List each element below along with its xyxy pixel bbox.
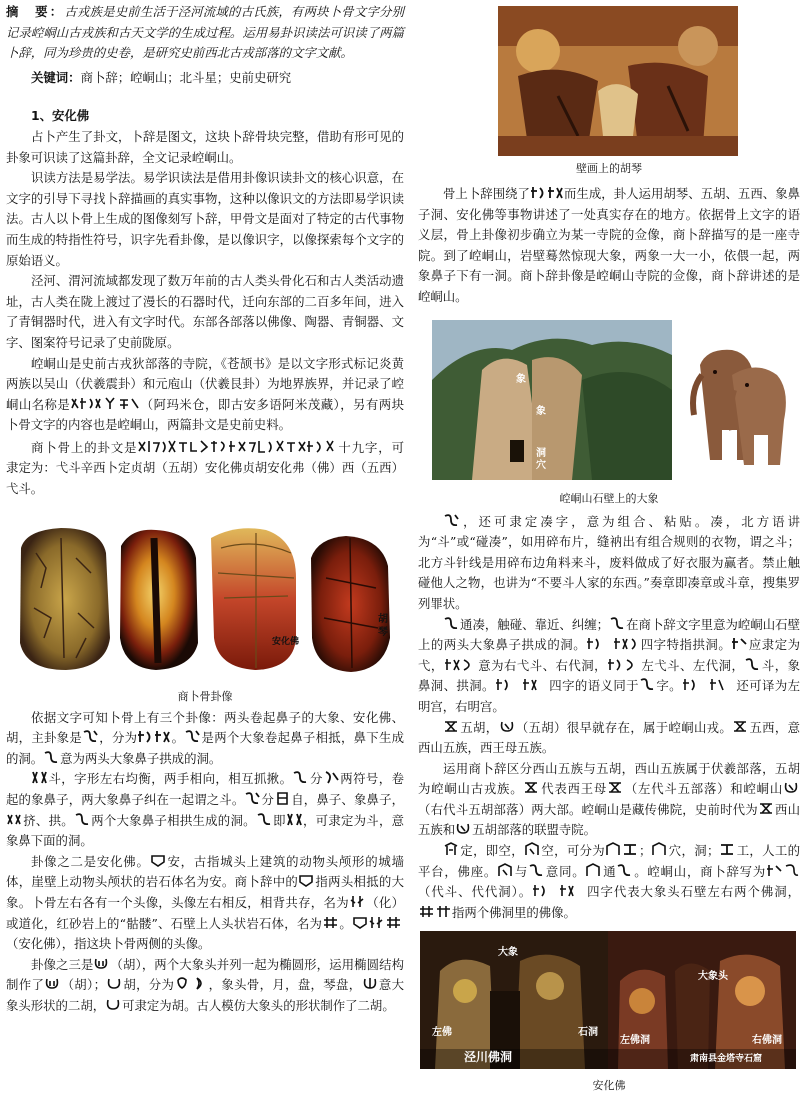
abstract [6,2,404,64]
r-p3-text-d: 应隶定为弋， [418,637,800,673]
oracle-glyph-right-pair [444,657,478,672]
oracle-glyph-push [6,812,23,827]
r-p6-text: 定，即空， [460,843,525,859]
oracle-glyph-wuhu [499,719,516,734]
tag-zuofodong: 左佛洞 [620,1035,650,1047]
oracle-bones-photo [6,518,404,678]
right-paragraph-2 [418,512,800,615]
p8-text-d: （化）或道化，红砂岩上的“骷髅”、石壁上人头状岩石体，名为 [6,895,405,931]
p9-text: 卦像之三是 [31,956,94,972]
right-paragraph-1 [418,184,800,308]
r-p5-text-e: 西山五族和 [418,801,800,838]
p8-text-b: 安，古指城头上建筑的动物头颅形的城墙体，崖壁上动物头颅状的岩石体名为安。商卜辞中的 [6,853,405,890]
oracle-glyph-nose [323,770,340,785]
caption-huqin: 壁画上的胡琴 [576,162,642,175]
oracle-glyph-hu-4 [105,997,122,1012]
r-p4-text-c: 五西，意西山五族，西王母五族。 [418,719,800,756]
oracle-glyph-daidou [766,863,800,878]
oracle-glyph-inscription [137,439,337,454]
tag-anhuafo: 安化佛 [272,636,300,647]
oracle-glyph-wuxi-2 [607,780,624,795]
p5-text-b: 十九字，可隶定为：弋斗辛西卜定贞胡（五胡）安化佛贞胡安化弗（佛）西（五西）弋斗。 [6,439,405,497]
oracle-glyph-xue-2 [651,842,668,857]
oracle-glyph-kong [524,842,541,857]
keywords [6,68,404,89]
tag-jingchuan: 泾川佛洞 [464,1050,513,1065]
buddha-caves-illustration [420,931,796,1069]
tag-xiang-2: 象 [536,405,546,417]
oracle-glyph-dou-2 [184,729,201,744]
r-p6-text-c: ； [639,843,652,859]
mural-photo [498,6,738,156]
oracle-glyph-hands [292,770,309,785]
oracle-glyph-kong-2 [497,863,514,878]
p4-text-a: 崆峒山是史前古戎狄部落的寺院，《苍颉书》是以文字形式标记炎黄两族以吴山（伏羲震卦）和元庖山（伏羲艮卦）为地界族界，并记录了崆峒山名称是 [6,355,404,412]
oracle-glyph-gong [622,842,639,857]
paragraph-8 [6,852,404,955]
p7-text-c: 两符号，卷起的象鼻子，两大象鼻子纠在一起谓之斗。 [6,771,404,808]
r-p3-text-h: 四字的语义同于 [548,678,639,694]
oracle-glyph-dou-r5 [639,677,656,692]
p7-text-g: 两个大象鼻子相拱生成的洞。 [90,812,256,828]
oracle-glyph-hu-2 [44,976,61,991]
oracle-glyph-an-2 [298,873,315,888]
oracle-glyph-kongtong-name [70,396,140,411]
r-p6-text-f: 与 [514,863,529,879]
right-paragraph-6 [418,841,800,923]
oracle-glyph-wuhu-3 [455,821,472,836]
oracle-glyph-anhuafo [352,915,404,930]
oracle-glyph-dou-5 [286,812,303,827]
paragraph-6 [6,708,404,770]
oracle-glyph-right [154,729,171,744]
oracle-glyph-left [137,729,154,744]
r-p6-text-h: 通 [602,863,617,879]
paragraph-2: 识读方法是易学法。易学识读法是借用卦像识读卦文的核心识意，在文字的引导下寻找卜辞描画的真实事物，这种以像识文的方法即易学识读法。古人以卜骨上生成的图像刻写卜辞，甲骨文是面对了特定的古代事物而生成的特指性符号，识字先看卦像，是以像识字，以像探索每个文字的原始语义。 [6,170,404,268]
r-p3-text-e: 意为右弋斗、右代洞， [477,657,607,673]
r-p5-text: 运用商卜辞区分西山五族与五胡，西山五族属于伏羲部落，五胡为崆峒山古戎族。 [418,760,800,797]
oracle-glyph-right-r [547,185,564,200]
caption-elephant: 崆峒山石壁上的大象 [559,491,659,505]
oracle-glyph-dou-r7 [616,863,633,878]
oracle-glyph-dou-hands [31,770,48,785]
oracle-glyph-ding [443,842,460,857]
r-p6-text-g: 意同。 [545,863,586,879]
oracle-glyph-skull [174,976,191,991]
oracle-glyph-dou-r3 [609,616,626,631]
oracle-glyph-wuhu-2 [783,780,800,795]
p7-text-f: 挤、拱。 [23,812,74,828]
r-p5-text-b: 代表西王母 [540,781,608,797]
keywords-text: 商卜辞；崆峒山；北斗星；史前史研究 [80,69,292,85]
oracle-glyph-gong-2 [719,842,736,857]
r-p6-text-e: 工，人工的平台，佛座。 [418,843,800,879]
oracle-glyph-left-r [530,185,547,200]
paragraph-3: 泾河、渭河流域都发现了数万年前的古人类头骨化石和古人类活动遗址，古人类在陇上渡过了漫长的石器时代，迁向东部的二百多年间，进入了青铜器时代，进入有文字时代。东部各部落以佛像、陶器、青铜器、文字、图案符号记录了史前陇原。 [6,273,404,350]
oracle-glyph-dou-r4 [744,657,761,672]
oracle-glyph-hu [93,956,110,971]
right-paragraph-5 [418,759,800,841]
right-paragraph-3 [418,615,800,718]
p9-text-g: 意大象头形状的二胡， [6,977,405,1013]
left-column [6,0,404,1017]
oracle-glyph-four-4 [532,883,586,898]
r-p6-text-d: 穴，洞； [668,843,720,859]
r-p6-text-l: 指两个佛洞里的佛像。 [452,904,576,920]
r-p6-text-j: （代斗、代代洞）。 [418,884,533,900]
p6-text-e: 意为两头大象鼻子拱成的洞。 [60,750,222,766]
right-paragraph-4 [418,718,800,759]
r-p3-text-f: 左弋斗、左代洞， [640,657,745,673]
tag-huqin: 胡琴 [378,613,388,638]
oracle-glyph-xiwangmu [523,780,540,795]
p7-text-h: 即 [272,812,286,828]
right-column [418,0,800,1093]
oracle-glyph-hua [349,894,366,909]
tag-zuofo: 左佛 [432,1027,452,1039]
r-p3-text-j: 还可译为左明宫，右明宫。 [418,678,800,714]
p7-text-b: 分 [309,771,323,787]
oracle-glyph-moon [191,976,208,991]
caption-oracle-bones: 商卜骨卦像 [177,689,233,703]
r-p3-text-c: 四字特指拱洞。 [640,637,732,653]
oracle-glyph-wu [443,719,460,734]
paragraph-7 [6,769,404,851]
oracle-glyph-dou-4 [256,812,273,827]
p8-text-c: 指两头相抵的大象。卜骨左右各有一个头像，头像左右相反，相背共存，名为 [6,874,405,910]
oracle-glyph-elephants [244,791,261,806]
oracle-glyph-fo [322,915,339,930]
tag-dongxue: 洞穴 [536,447,546,471]
oracle-glyph-dou-3 [43,750,60,765]
p7-text-i: ，可隶定为斗，意象鼻下面的洞。 [6,812,405,849]
paragraph-9 [6,955,404,1017]
p5-text-a: 商卜骨上的卦文是 [31,439,138,455]
p6-text: 依据文字可知卜骨上有三个卦像：两头卷起鼻子的大象、安化佛、胡，主卦象是 [6,709,404,746]
paragraph-1: 占卜产生了卦文，卜辞是图文，这块卜辞骨块完整，借助有形可见的卦象可识读了这篇卦辞，全文记录崆峒山。 [6,128,404,165]
r-p3-text-b: 在商卜辞文字里意为崆峒山石壁上的两头大象鼻子拱成的洞。 [418,616,800,653]
r-p3-text-g: 斗，象鼻洞、拱洞。 [418,657,800,694]
abstract-text: 古戎族是史前生活于泾河流域的古氏族，有两块卜骨文字分别记录崆峒山古戎族和古天文学的生成过程。运用易卦识读法可识读了两篇卜辞，同为珍贵的史卷，是研究史前西北古戎部落的文字文献。 [6,4,405,61]
p9-text-h: 可隶定为胡。古人模仿大象头的形状制作了二胡。 [122,997,395,1013]
p7-text: 斗，字形左右均衡，两手相向，相互抓揪。 [48,771,293,787]
p7-text-d: 分 [261,792,275,808]
r-p5-text-c: （左代斗五部落）和崆峒山 [624,781,784,797]
p4-text-b: （阿玛米仓，即古安多语阿米茂藏），另有两块卜骨文字的内容也是崆峒山，两篇卦文是史前史料。 [6,396,405,433]
oracle-glyph-dou-r6 [528,863,545,878]
p9-text-b: （胡），两个大象头并列一起为椭圆形，运用椭圆结构制作了 [6,956,404,993]
p8-text-e: 。 [339,915,352,931]
p9-text-f: 月，盘，琴盘， [272,977,362,993]
r-p1-text-b: 而生成，卦人运用胡琴、五胡、五西、象鼻子洞、安化佛等事物讲述了一处真实存在的地方。依据骨上文字的语义层，骨上卦像初步确立为某一寺院的佥像，商卜辞描写的是一座寺院。到了崆峒山，岩壁蓦然惊现大象，两象一大一小，依偎一起，两象鼻子下有一洞。商卜辞卦像是崆峒山寺院的佥像，商卜辞讲述的是崆峒山。 [418,186,800,304]
p8-text-f: （安化佛），指这块卜骨两侧的头像。 [6,936,211,952]
p9-text-c: （胡）； [61,977,106,993]
r-p6-text-k: 四字代表大象头石壁左右两个佛洞， [586,884,800,900]
r-p6-text-i: 。崆峒山，商卜辞写为 [633,863,767,879]
p9-text-e: ，象头骨， [208,977,273,993]
abstract-label: 摘 要： [6,4,65,19]
r-p3-text: 通凑，触碰、靠近、纠缠； [460,616,610,632]
r-p4-text-b: （五胡）很早就存在，属于崆峒山戎。 [515,719,733,735]
oracle-glyph-four [586,636,640,651]
tag-sunan: 肃南县金塔寺石窟 [690,1054,763,1065]
r-p3-text-i: 字。 [655,678,682,694]
paragraph-5 [6,438,404,500]
oracle-glyph-dou-r [443,513,460,528]
r-p5-text-f: 五胡部落的联盟寺院。 [472,822,597,838]
buddha-caves-photo [420,931,796,1069]
section-heading: 1、安化佛 [31,108,90,124]
oracle-glyph-left-pair [607,657,641,672]
r-p2-text: ，还可隶定凑字，意为组合、粘贴。凑，北方语讲为“斗”或“碰凑”，如用碎布片，缝衲出有组合规则的衣物，谓之斗；北方斗针线是用碎布边角料来斗，废料做成了好衣服为赢者。禁止触碰他人之物，也讲为“不要斗人家的东西。”奏章即凑章或斗章，搜集罗列罪状。 [418,513,800,611]
tag-youfodong: 右佛洞 [752,1035,782,1047]
oracle-glyph-fofo [418,904,452,919]
p6-text-d: 是两个大象卷起鼻子相抵，鼻下生成的洞。 [6,730,405,766]
oracle-bones-illustration [6,518,404,678]
oracle-glyph-dou-cave [74,812,91,827]
paragraph-4 [6,354,404,436]
tag-shidong: 石洞 [578,1027,598,1039]
keywords-label: 关键词： [31,69,81,85]
oracle-glyph-wuxi [732,719,749,734]
oracle-glyph-kong-3 [585,863,602,878]
oracle-glyph-an [150,853,167,868]
oracle-glyph-erhu [362,976,379,991]
oracle-glyph-yi [731,636,748,651]
p9-text-d: 胡，分为 [122,977,175,993]
r-p6-text-b: 空，可分为 [541,843,606,859]
p7-text-e: 自，鼻子、象鼻子， [291,792,405,808]
caption-fo: 安化佛 [592,1079,626,1093]
r-p1-text: 骨上卜辞围绕了 [443,186,530,201]
p6-text-c: 。 [171,730,185,746]
cliff-and-elephants-illustration [432,320,796,480]
oracle-glyph-self [274,791,291,806]
oracle-glyph-wuxi-3 [758,801,775,816]
tag-daxiangtou: 大象头 [698,971,728,983]
p6-text-b: ，分为 [99,730,138,746]
oracle-glyph-dou-r2 [443,616,460,631]
p8-text: 卦像之二是安化佛。 [31,853,150,869]
oracle-glyph-four-2 [495,677,549,692]
kongtong-cliff-photo [432,320,796,480]
tag-daxiang: 大象 [498,947,518,959]
oracle-glyph-hu-3 [106,976,123,991]
oracle-glyph-dou [82,729,99,744]
oracle-glyph-four-3 [682,677,736,692]
tag-xiang-1: 象 [516,373,526,385]
oracle-glyph-xue [605,842,622,857]
r-p5-text-d: （右代斗五胡部落）两大部。崆峒山是藏传佛院，史前时代为 [418,801,758,817]
mural-illustration [498,6,738,156]
r-p4-text: 五胡， [460,719,499,735]
